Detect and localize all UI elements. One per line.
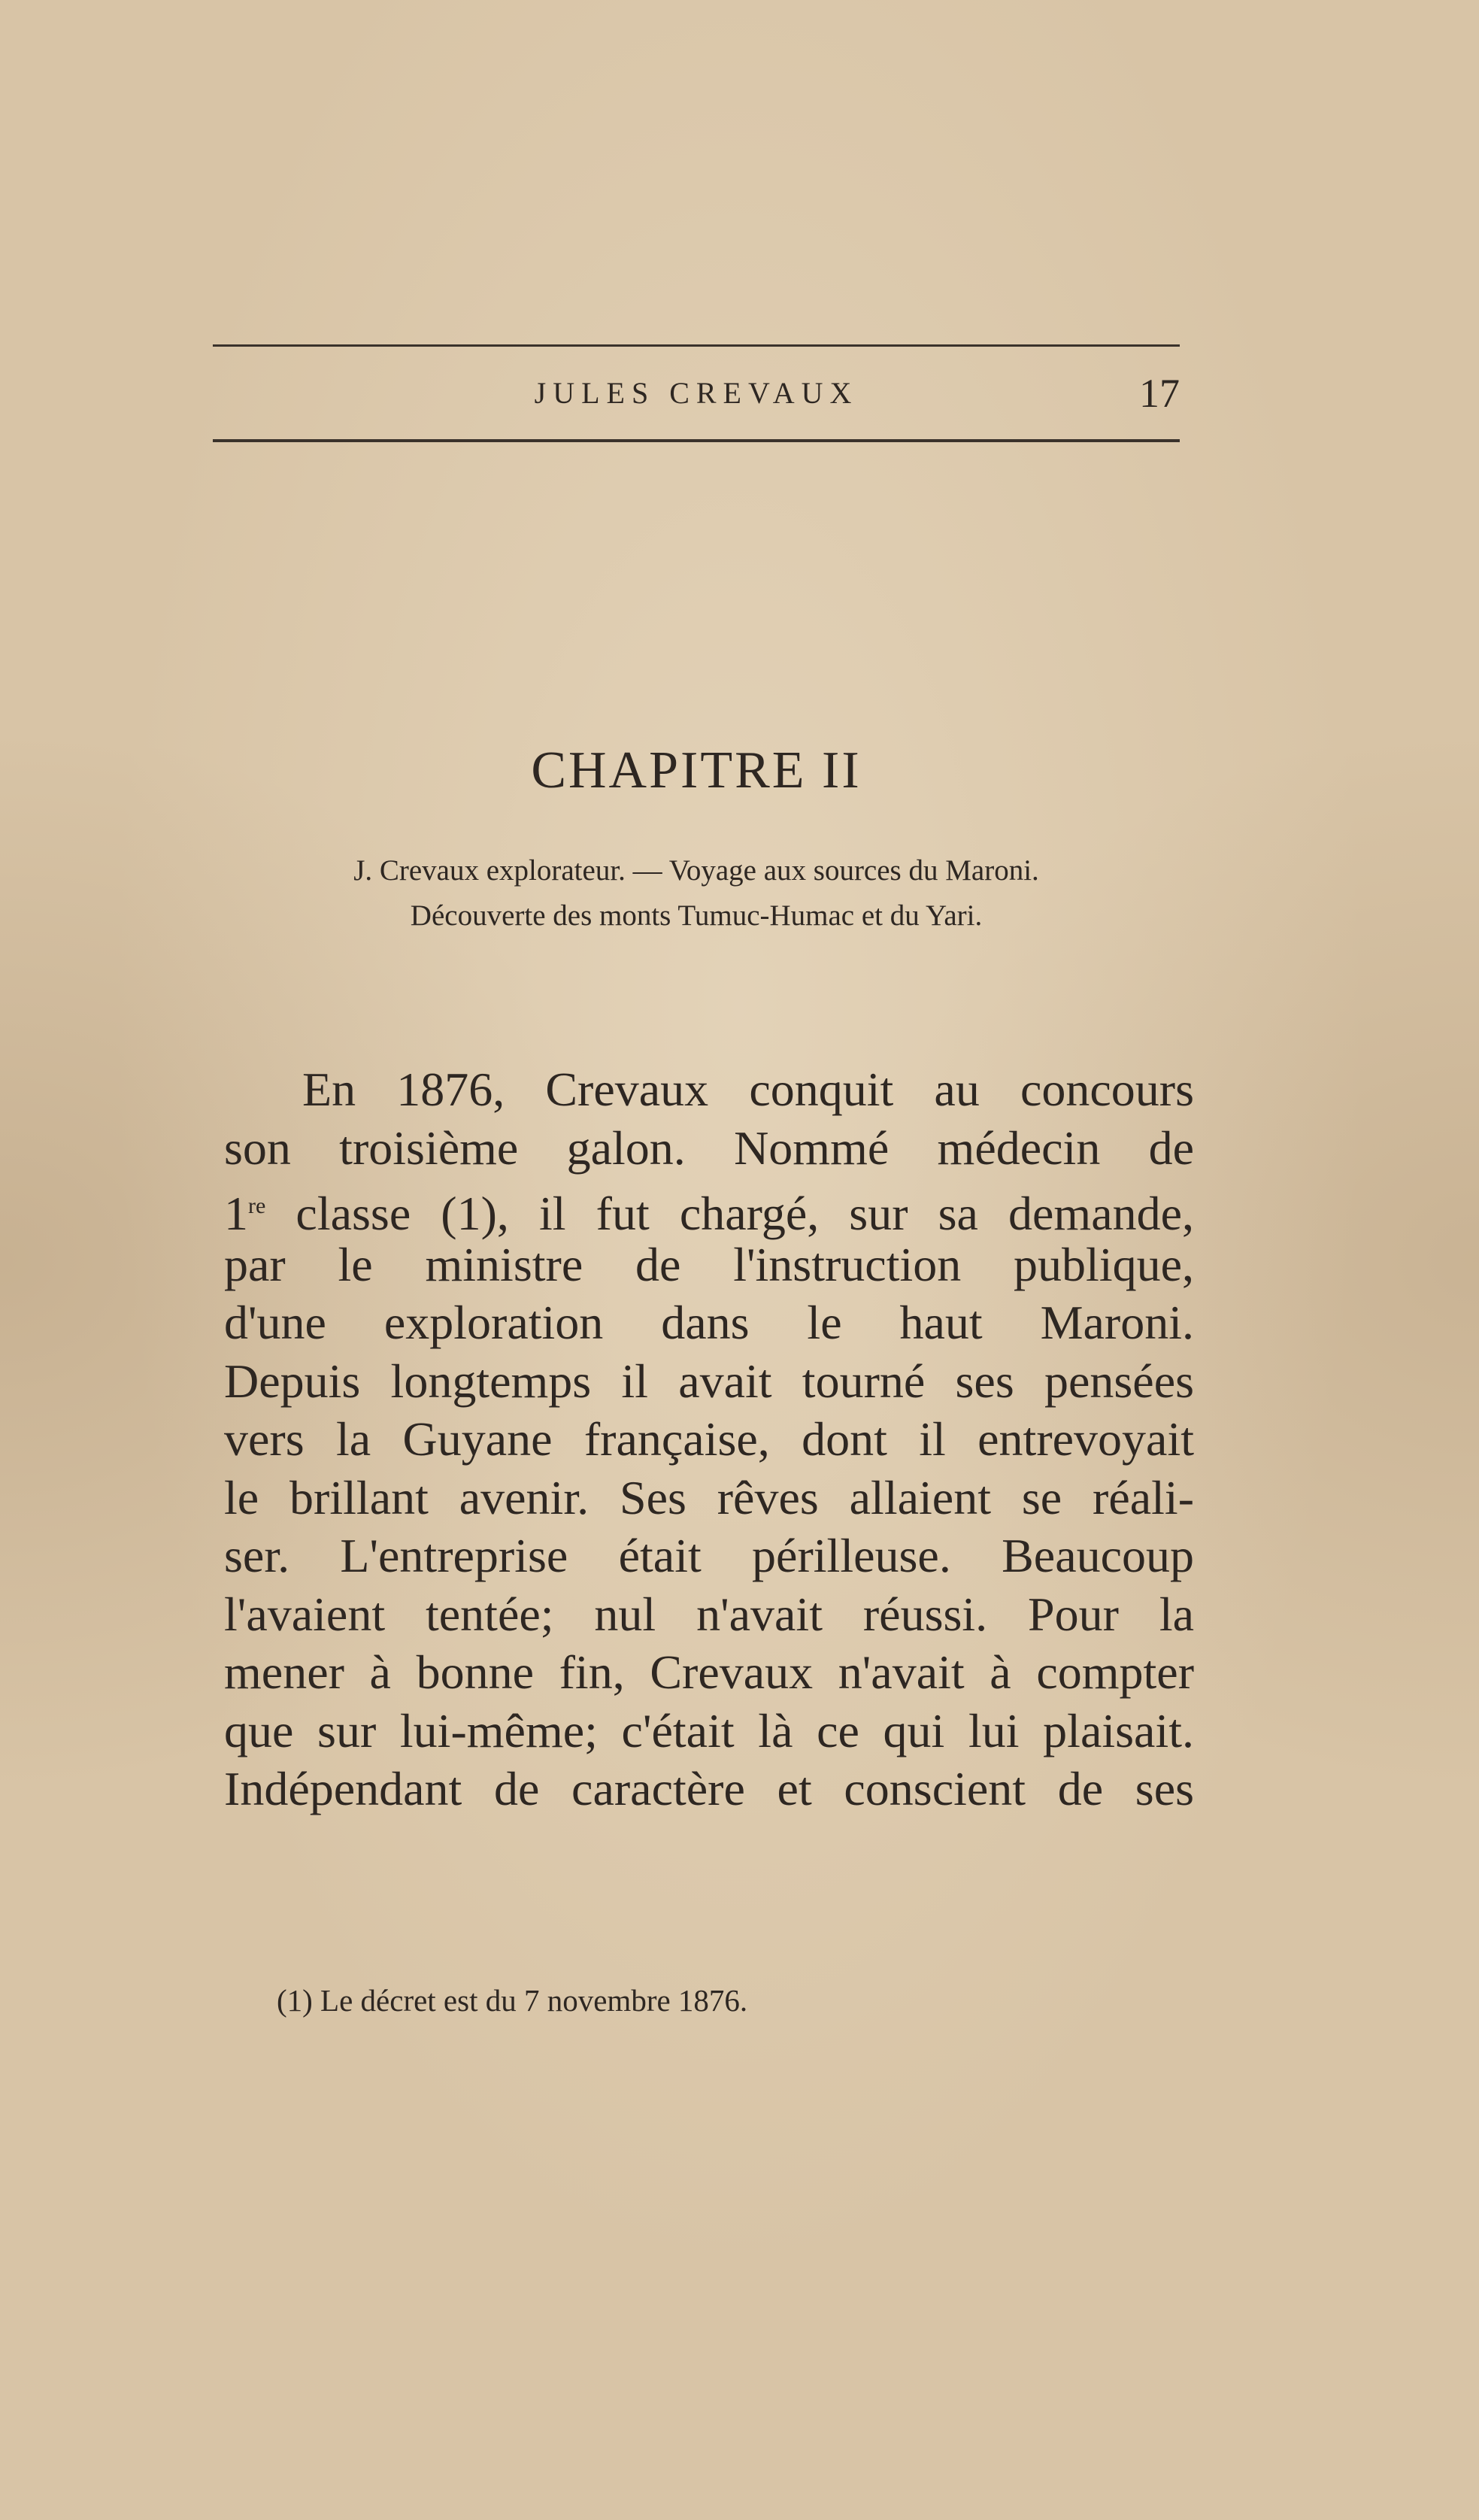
body-line: ser. L'entreprise était périlleuse. Beaucoup <box>224 1529 1194 1582</box>
running-title: JULES CREVAUX <box>534 376 859 410</box>
body-line: d'une exploration dans le haut Maroni. <box>224 1296 1194 1349</box>
body-line: Depuis longtemps il avait tourné ses pensées <box>224 1354 1194 1408</box>
ordinal-superscript: re <box>248 1193 266 1218</box>
chapter-summary <box>213 848 1180 939</box>
footnote: (1) Le décret est du 7 novembre 1876. <box>277 1983 748 2018</box>
body-line: En 1876, Crevaux conquit au concours <box>302 1063 1194 1116</box>
body-line: que sur lui-même; c'était là ce qui lui plaisait. <box>224 1703 1194 1757</box>
body-line: mener à bonne fin, Crevaux n'avait à compter <box>224 1645 1194 1699</box>
body-line: Indépendant de caractère et conscient de ses <box>224 1762 1194 1815</box>
body-line: par le ministre de l'instruction publique, <box>224 1237 1194 1291</box>
body-line-with-ordinal <box>224 1177 1195 1240</box>
summary-line: Découverte des monts Tumuc-Humac et du Yari. <box>410 899 983 932</box>
summary-line: J. Crevaux explorateur. — Voyage aux sources du Maroni. <box>353 854 1039 887</box>
body-line: le brillant avenir. Ses rêves allaient se réali- <box>224 1470 1194 1524</box>
body-line-text: classe (1), il fut chargé, sur sa demande, <box>295 1187 1195 1240</box>
running-head <box>213 367 1180 420</box>
body-text <box>224 1060 1194 1818</box>
page-number: 17 <box>1139 371 1180 416</box>
body-line: vers la Guyane française, dont il entrevoyait <box>224 1412 1194 1466</box>
chapter-title: CHAPITRE II <box>531 741 862 799</box>
ordinal-number: 1 <box>224 1187 248 1240</box>
body-line: l'avaient tentée; nul n'avait réussi. Pour la <box>224 1587 1194 1641</box>
header-top-rule <box>213 344 1180 347</box>
body-line: son troisième galon. Nommé médecin de <box>224 1121 1194 1175</box>
header-bottom-rule <box>213 439 1180 442</box>
